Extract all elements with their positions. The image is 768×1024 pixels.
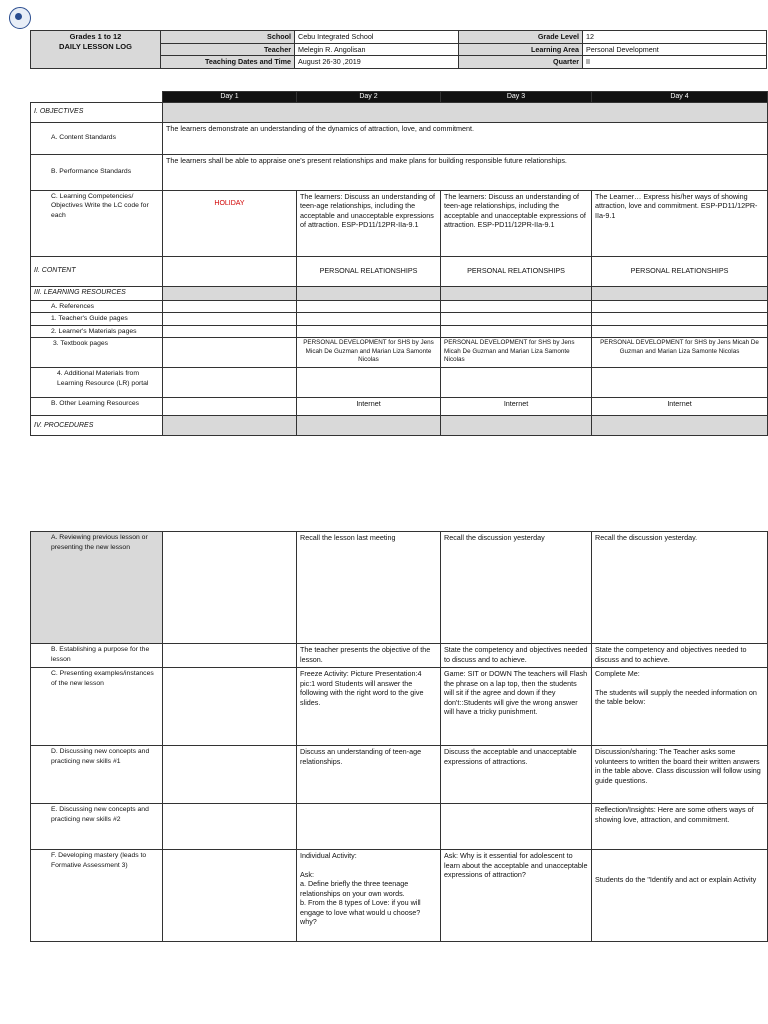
procedure-c-label: C. Presenting examples/instances of the new lesson	[31, 668, 163, 746]
procedure-d-label: D. Discussing new concepts and practicing new skills #1	[31, 746, 163, 804]
performance-standards-text: The learners shall be able to appraise one's present relationships and make plans for building responsible future relationships.	[163, 154, 768, 190]
procedures-heading: IV. PROCEDURES	[31, 416, 163, 436]
other-resources-day-4: Internet	[592, 398, 768, 416]
competency-day-2: The learners: Discuss an understanding of teen-age relationships, including the acceptable and unacceptable expressions of attraction. ESP-PD11/12PR-IIa-9.1	[297, 190, 441, 256]
deped-seal-icon	[9, 7, 31, 29]
additional-materials-label: 4. Additional Materials from Learning Resource (LR) portal	[31, 368, 163, 398]
grades-label: Grades 1 to 12	[69, 32, 122, 41]
procedure-f-day-3: Ask: Why is it essential for adolescent to learn about the acceptable and unacceptable expressions of attraction?	[441, 850, 592, 942]
day-4-header: Day 4	[592, 92, 768, 103]
question-a: a. Define briefly the three teenage relationships on your own words.	[300, 879, 409, 898]
procedure-d-day-3: Discuss the acceptable and unacceptable expressions of attractions.	[441, 746, 592, 804]
procedure-c-day-4	[592, 668, 768, 746]
procedure-b-label: B. Establishing a purpose for the lesson	[31, 644, 163, 668]
procedure-a-day-4: Recall the discussion yesterday.	[592, 532, 768, 644]
textbook-label: 3. Textbook pages	[31, 338, 163, 368]
competencies-label: C. Learning Competencies/ Objectives Write the LC code for each	[31, 190, 163, 256]
complete-me-title: Complete Me:	[595, 669, 640, 678]
learning-area-value: Personal Development	[583, 43, 767, 56]
procedure-f-day-4: Students do the "Identify and act or explain Activity	[592, 850, 768, 942]
log-title: DAILY LESSON LOG	[59, 42, 132, 51]
content-standards-label: A. Content Standards	[31, 122, 163, 154]
quarter-value: II	[583, 56, 767, 69]
learning-area-label: Learning Area	[459, 43, 583, 56]
performance-standards-label: B. Performance Standards	[31, 154, 163, 190]
dates-label: Teaching Dates and Time	[161, 56, 295, 69]
content-day-2: PERSONAL RELATIONSHIPS	[297, 256, 441, 286]
procedure-f-label: F. Developing mastery (leads to Formative Assessment 3)	[31, 850, 163, 942]
day-3-header: Day 3	[441, 92, 592, 103]
header-table	[30, 30, 767, 69]
resources-heading: III. LEARNING RESOURCES	[31, 286, 163, 300]
procedure-f-day-2	[297, 850, 441, 942]
procedure-a-day-2: Recall the lesson last meeting	[297, 532, 441, 644]
content-heading: II. CONTENT	[31, 256, 163, 286]
day-1-header: Day 1	[163, 92, 297, 103]
procedure-e-label: E. Discussing new concepts and practicing new skills #2	[31, 804, 163, 850]
textbook-day-4: PERSONAL DEVELOPMENT for SHS by Jens Micah De Guzman and Marian Liza Samonte Nicolas	[592, 338, 768, 368]
references-label: A. References	[31, 300, 163, 313]
individual-activity-title: Individual Activity:	[300, 851, 357, 860]
textbook-day-3: PERSONAL DEVELOPMENT for SHS by Jens Micah De Guzman and Marian Liza Samonte Nicolas	[441, 338, 592, 368]
procedure-d-day-4: Discussion/sharing: The Teacher asks some volunteers to written the board their written answers in the table above. Class discussion will follow using guide questions.	[592, 746, 768, 804]
ask-label: Ask:	[300, 869, 314, 879]
textbook-day-2: PERSONAL DEVELOPMENT for SHS by Jens Micah De Guzman and Marian Liza Samonte Nicolas	[297, 338, 441, 368]
lesson-table	[30, 91, 768, 436]
competency-day-4: The Learner… Express his/her ways of showing attraction, love and commitment. ESP-PD11/12PR-IIa-9.1	[592, 190, 768, 256]
grade-level-label: Grade Level	[459, 31, 583, 44]
quarter-label: Quarter	[459, 56, 583, 69]
complete-me-text: The students will supply the needed information on the table below:	[595, 687, 757, 706]
objectives-heading: I. OBJECTIVES	[31, 102, 163, 122]
school-label: School	[161, 31, 295, 44]
holiday-label: HOLIDAY	[163, 190, 297, 256]
other-resources-day-3: Internet	[441, 398, 592, 416]
teacher-value: Melegin R. Angolisan	[295, 43, 459, 56]
content-day-3: PERSONAL RELATIONSHIPS	[441, 256, 592, 286]
procedure-e-day-4: Reflection/Insights: Here are some others ways of showing love, attraction, and commitment.	[592, 804, 768, 850]
procedure-b-day-4: State the competency and objectives needed to discuss and to achieve.	[592, 644, 768, 668]
procedure-a-day-3: Recall the discussion yesterday	[441, 532, 592, 644]
procedures-table	[30, 531, 768, 942]
log-title-cell	[31, 31, 161, 69]
school-value: Cebu Integrated School	[295, 31, 459, 44]
teacher-label: Teacher	[161, 43, 295, 56]
content-standards-text: The learners demonstrate an understanding of the dynamics of attraction, love, and commitment.	[163, 122, 768, 154]
content-day-4: PERSONAL RELATIONSHIPS	[592, 256, 768, 286]
other-resources-day-2: Internet	[297, 398, 441, 416]
other-resources-label: B. Other Learning Resources	[31, 398, 163, 416]
teachers-guide-label: 1. Teacher's Guide pages	[31, 313, 163, 326]
procedure-d-day-2: Discuss an understanding of teen-age relationships.	[297, 746, 441, 804]
procedure-b-day-3: State the competency and objectives needed to discuss and to achieve.	[441, 644, 592, 668]
procedure-c-day-3: Game: SIT or DOWN The teachers will Flash the phrase on a lap top, then the students will sit if the agree and down if they don't::Students will give the wrong answer will have a tricky punishment.	[441, 668, 592, 746]
question-b: b. From the 8 types of Love: if you will engage to love what would u choose? why?	[300, 898, 421, 926]
procedure-c-day-2: Freeze Activity: Picture Presentation:4 pic:1 word Students will answer the following with the right word to the give slides.	[297, 668, 441, 746]
grade-level-value: 12	[583, 31, 767, 44]
procedure-b-day-2: The teacher presents the objective of the lesson.	[297, 644, 441, 668]
competency-day-3: The learners: Discuss an understanding of teen-age relationships, including the acceptable and unacceptable expressions of attraction. ESP-PD11/12PR-IIa-9.1	[441, 190, 592, 256]
procedure-a-label: A. Reviewing previous lesson or presenting the new lesson	[31, 532, 163, 644]
day-2-header: Day 2	[297, 92, 441, 103]
learners-materials-label: 2. Learner's Materials pages	[31, 325, 163, 338]
dates-value: August 26-30 ,2019	[295, 56, 459, 69]
